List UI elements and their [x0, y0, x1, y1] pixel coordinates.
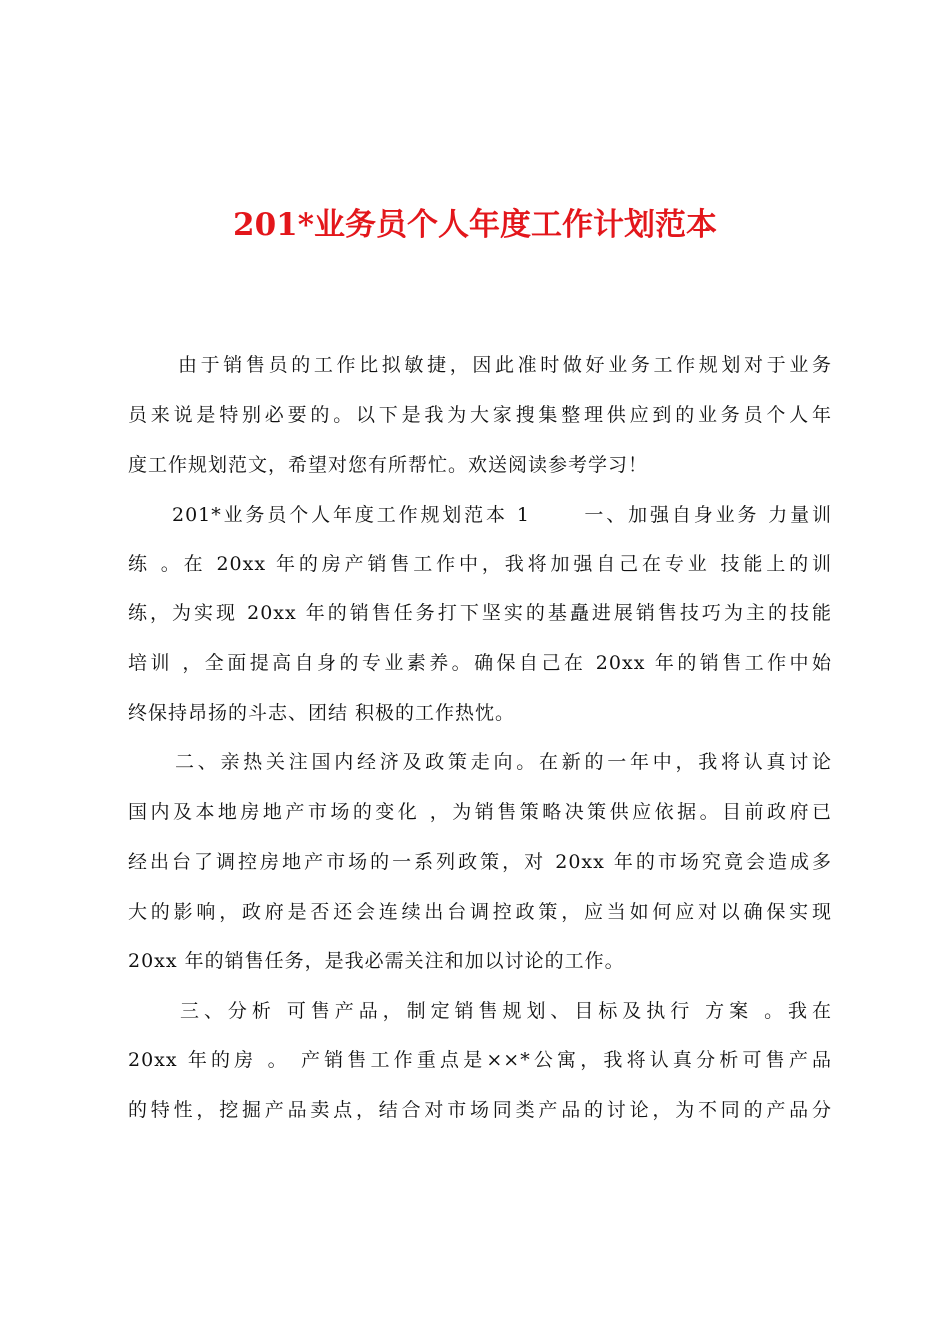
paragraph-2-line-3: 练，为实现 20xx 年的销售任务打下坚实的基矗进展销售技巧为主的技能	[128, 602, 832, 624]
paragraph-1-line-1: 由于销售员的工作比拟敏捷，因此准时做好业务工作规划对于业务	[178, 354, 832, 376]
document-title: 201*业务员个人年度工作计划范本	[233, 207, 717, 243]
paragraph-1-line-2: 员来说是特别必要的。以下是我为大家搜集整理供应到的业务员个人年	[128, 404, 832, 426]
paragraph-3-line-4: 大的影响，政府是否还会连续出台调控政策，应当如何应对以确保实现	[128, 901, 832, 923]
paragraph-3-line-3: 经出台了调控房地产市场的一系列政策，对 20xx 年的市场究竟会造成多	[128, 851, 832, 873]
paragraph-2-line-5: 终保持昂扬的斗志、团结 积极的工作热忱。	[128, 702, 516, 724]
paragraph-3-line-5: 20xx 年的销售任务，是我必需关注和加以讨论的工作。	[128, 950, 625, 972]
paragraph-4-line-1: 三、分析 可售产品，制定销售规划、目标及执行 方案 。我在	[180, 1000, 832, 1022]
paragraph-1-line-3: 度工作规划范文，希望对您有所帮忙。欢送阅读参考学习！	[128, 454, 649, 476]
paragraph-3-line-1: 二、亲热关注国内经济及政策走向。在新的一年中，我将认真讨论	[175, 751, 832, 773]
paragraph-2-line-1: 201*业务员个人年度工作规划范本 1 一、加强自身业务 力量训	[172, 504, 832, 526]
paragraph-4-line-3: 的特性，挖掘产品卖点，结合对市场同类产品的讨论，为不同的产品分	[128, 1099, 832, 1121]
paragraph-4-line-2: 20xx 年的房 。 产销售工作重点是××*公寓，我将认真分析可售产品	[128, 1049, 832, 1071]
paragraph-2-line-2: 练 。在 20xx 年的房产销售工作中，我将加强自己在专业 技能上的训	[128, 553, 832, 575]
paragraph-2-line-4: 培训 ，全面提高自身的专业素养。确保自己在 20xx 年的销售工作中始	[128, 652, 832, 674]
paragraph-3-line-2: 国内及本地房地产市场的变化 ，为销售策略决策供应依据。目前政府已	[128, 801, 832, 823]
